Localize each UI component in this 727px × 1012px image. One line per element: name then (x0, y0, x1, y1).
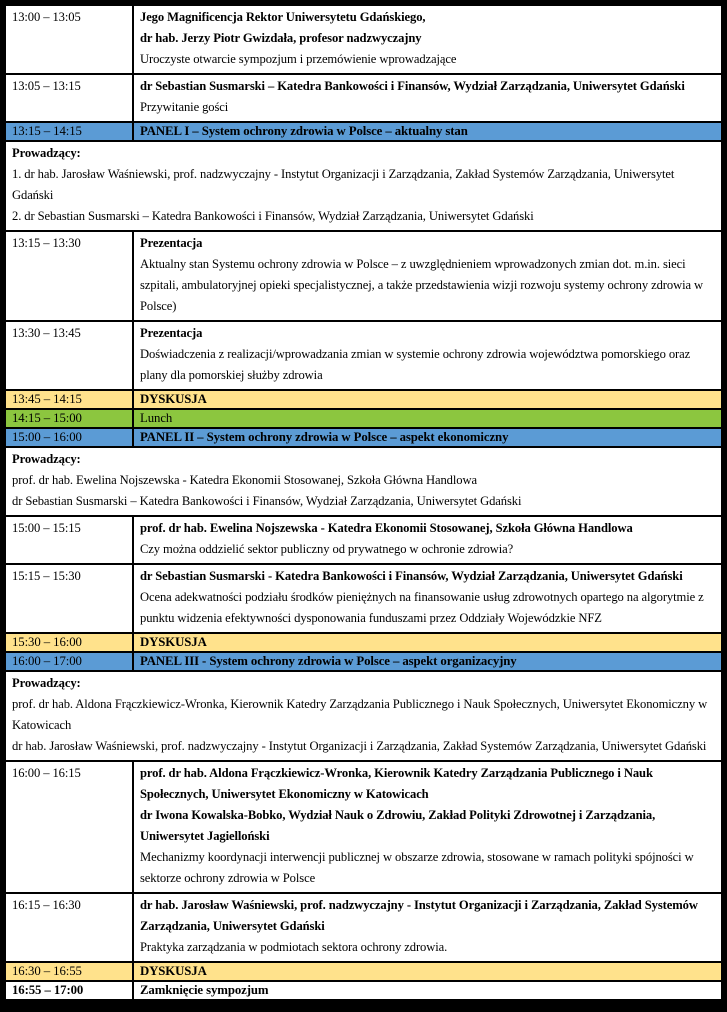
event-cell (133, 652, 722, 671)
event-cell (133, 321, 722, 390)
time-cell (5, 516, 133, 564)
event-title-line: Jego Magnificencja Rektor Uniwersytetu Gdańskiego, (140, 10, 426, 24)
event-title-line: DYSKUSJA (140, 635, 207, 649)
time-cell (5, 428, 133, 447)
schedule-row-event (5, 231, 722, 321)
event-cell (133, 409, 722, 428)
event-detail-line: Doświadczenia z realizacji/wprowadzania zmian w systemie ochrony zdrowia województwa pomorskiego oraz plany dla pomorskiej służby zdrowia (140, 347, 691, 382)
event-cell (133, 122, 722, 141)
time-range: 13:05 – 13:15 (12, 79, 81, 93)
panel-leaders-cell (5, 141, 722, 231)
time-cell (5, 962, 133, 981)
schedule-row-event (5, 516, 722, 564)
event-title-line: PANEL II – System ochrony zdrowia w Polsce – aspekt ekonomiczny (140, 430, 509, 444)
schedule-row-closing (5, 981, 722, 1000)
schedule-row-event (5, 761, 722, 893)
event-title-line: Prezentacja (140, 326, 203, 340)
schedule-row-panel (5, 122, 722, 141)
event-title-line: Prezentacja (140, 236, 203, 250)
time-range: 16:00 – 17:00 (12, 654, 82, 668)
event-detail-line: Uroczyste otwarcie sympozjum i przemówienie wprowadzające (140, 52, 457, 66)
schedule-row-leaders (5, 141, 722, 231)
event-detail-line: Lunch (140, 411, 173, 425)
time-cell (5, 5, 133, 74)
time-cell (5, 761, 133, 893)
time-range: 13:15 – 14:15 (12, 124, 82, 138)
event-title-line: dr hab. Jerzy Piotr Gwizdała, profesor nadzwyczajny (140, 31, 422, 45)
panel-leaders-cell (5, 671, 722, 761)
event-detail-line: Mechanizmy koordynacji interwencji publicznej w obszarze zdrowia, stosowane w ramach polityki spójności w sektorze ochrony zdrowia w Polsce (140, 850, 694, 885)
time-range: 16:30 – 16:55 (12, 964, 82, 978)
event-title-line: PANEL III - System ochrony zdrowia w Polsce – aspekt organizacyjny (140, 654, 517, 668)
event-detail-line: prof. dr hab. Aldona Frączkiewicz-Wronka, Kierownik Katedry Zarządzania Publicznego i Nauk Społecznych, Uniwersytet Ekonomiczny w Katowicach (12, 697, 708, 732)
schedule-table (4, 4, 723, 1001)
time-cell (5, 633, 133, 652)
time-cell (5, 231, 133, 321)
event-cell (133, 981, 722, 1000)
time-range: 15:30 – 16:00 (12, 635, 82, 649)
event-detail-line: Aktualny stan Systemu ochrony zdrowia w Polsce – z uwzględnieniem wprowadzonych zmian dot. m.in. sieci szpitali, ambulatoryjnej opieki specjalistycznej, a także przedstawienia wizji rozwoju systemy ochrony zdrowia w Polsce) (140, 257, 704, 313)
time-range: 16:55 – 17:00 (12, 983, 84, 997)
event-cell (133, 633, 722, 652)
schedule-row-event (5, 321, 722, 390)
schedule-row-event (5, 564, 722, 633)
time-range: 13:45 – 14:15 (12, 392, 82, 406)
event-detail-line: 2. dr Sebastian Susmarski – Katedra Bankowości i Finansów, Wydział Zarządzania, Uniwersytet Gdański (12, 209, 534, 223)
event-cell (133, 962, 722, 981)
event-cell (133, 564, 722, 633)
event-title-line: dr hab. Jarosław Waśniewski, prof. nadzwyczajny - Instytut Organizacji i Zarządzania, Zakład Systemów Zarządzania, Uniwersytet Gdański (140, 898, 698, 933)
schedule-row-event (5, 893, 722, 962)
event-detail-line: Czy można oddzielić sektor publiczny od prywatnego w ochronie zdrowia? (140, 542, 514, 556)
schedule-row-leaders (5, 447, 722, 516)
event-title-line: dr Iwona Kowalska-Bobko, Wydział Nauk o Zdrowiu, Zakład Polityki Zdrowotnej i Zarządzania, Uniwersytet Jagielloński (140, 808, 656, 843)
event-detail-line: prof. dr hab. Ewelina Nojszewska - Katedra Ekonomii Stosowanej, Szkoła Główna Handlowa (12, 473, 477, 487)
event-cell (133, 74, 722, 122)
event-cell (133, 893, 722, 962)
event-title-line: PANEL I – System ochrony zdrowia w Polsce – aktualny stan (140, 124, 468, 138)
time-range: 16:00 – 16:15 (12, 766, 81, 780)
time-range: 13:30 – 13:45 (12, 326, 81, 340)
schedule-row-discussion (5, 962, 722, 981)
event-title-line: prof. dr hab. Aldona Frączkiewicz-Wronka, Kierownik Katedry Zarządzania Publicznego i Nauk Społecznych, Uniwersytet Ekonomiczny w Katowicach (140, 766, 653, 801)
panel-leaders-cell (5, 447, 722, 516)
schedule-row-event (5, 5, 722, 74)
event-title-line: DYSKUSJA (140, 392, 207, 406)
schedule-row-event (5, 74, 722, 122)
event-cell (133, 390, 722, 409)
event-detail-line: Praktyka zarządzania w podmiotach sektora ochrony zdrowia. (140, 940, 448, 954)
schedule-row-leaders (5, 671, 722, 761)
event-cell (133, 231, 722, 321)
time-range: 15:15 – 15:30 (12, 569, 81, 583)
event-title-line: Zamknięcie sympozjum (140, 983, 269, 997)
event-title-line: dr Sebastian Susmarski - Katedra Bankowości i Finansów, Wydział Zarządzania, Uniwersytet Gdański (140, 569, 683, 583)
time-cell (5, 321, 133, 390)
time-cell (5, 564, 133, 633)
time-cell (5, 74, 133, 122)
time-cell (5, 981, 133, 1000)
event-cell (133, 5, 722, 74)
schedule-body (5, 5, 722, 1000)
time-range: 15:00 – 15:15 (12, 521, 81, 535)
time-cell (5, 122, 133, 141)
event-title-line: Prowadzący: (12, 146, 81, 160)
event-cell (133, 516, 722, 564)
event-title-line: prof. dr hab. Ewelina Nojszewska - Katedra Ekonomii Stosowanej, Szkoła Główna Handlowa (140, 521, 633, 535)
time-range: 13:15 – 13:30 (12, 236, 81, 250)
schedule-row-discussion (5, 633, 722, 652)
event-detail-line: dr Sebastian Susmarski – Katedra Bankowości i Finansów, Wydział Zarządzania, Uniwersytet Gdański (12, 494, 522, 508)
event-title-line: dr Sebastian Susmarski – Katedra Bankowości i Finansów, Wydział Zarządzania, Uniwersytet Gdański (140, 79, 685, 93)
time-range: 13:00 – 13:05 (12, 10, 81, 24)
event-detail-line: Przywitanie gości (140, 100, 229, 114)
schedule-row-lunch (5, 409, 722, 428)
time-cell (5, 390, 133, 409)
event-detail-line: 1. dr hab. Jarosław Waśniewski, prof. nadzwyczajny - Instytut Organizacji i Zarządzania, Zakład Systemów Zarządzania, Uniwersytet Gdański (12, 167, 675, 202)
time-cell (5, 652, 133, 671)
event-cell (133, 428, 722, 447)
schedule-row-panel (5, 428, 722, 447)
event-title-line: Prowadzący: (12, 452, 81, 466)
time-range: 14:15 – 15:00 (12, 411, 82, 425)
event-detail-line: Ocena adekwatności podziału środków pieniężnych na finansowanie usług zdrowotnych opartego na algorytmie z punktu widzenia efektywności dysponowania funduszami przez Oddziały Wojewódzkie NFZ (140, 590, 704, 625)
event-detail-line: dr hab. Jarosław Waśniewski, prof. nadzwyczajny - Instytut Organizacji i Zarządzania, Zakład Systemów Zarządzania, Uniwersytet Gdański (12, 739, 707, 753)
event-cell (133, 761, 722, 893)
time-range: 16:15 – 16:30 (12, 898, 81, 912)
schedule-row-discussion (5, 390, 722, 409)
time-cell (5, 893, 133, 962)
event-title-line: DYSKUSJA (140, 964, 207, 978)
schedule-row-panel (5, 652, 722, 671)
time-range: 15:00 – 16:00 (12, 430, 82, 444)
event-title-line: Prowadzący: (12, 676, 81, 690)
time-cell (5, 409, 133, 428)
